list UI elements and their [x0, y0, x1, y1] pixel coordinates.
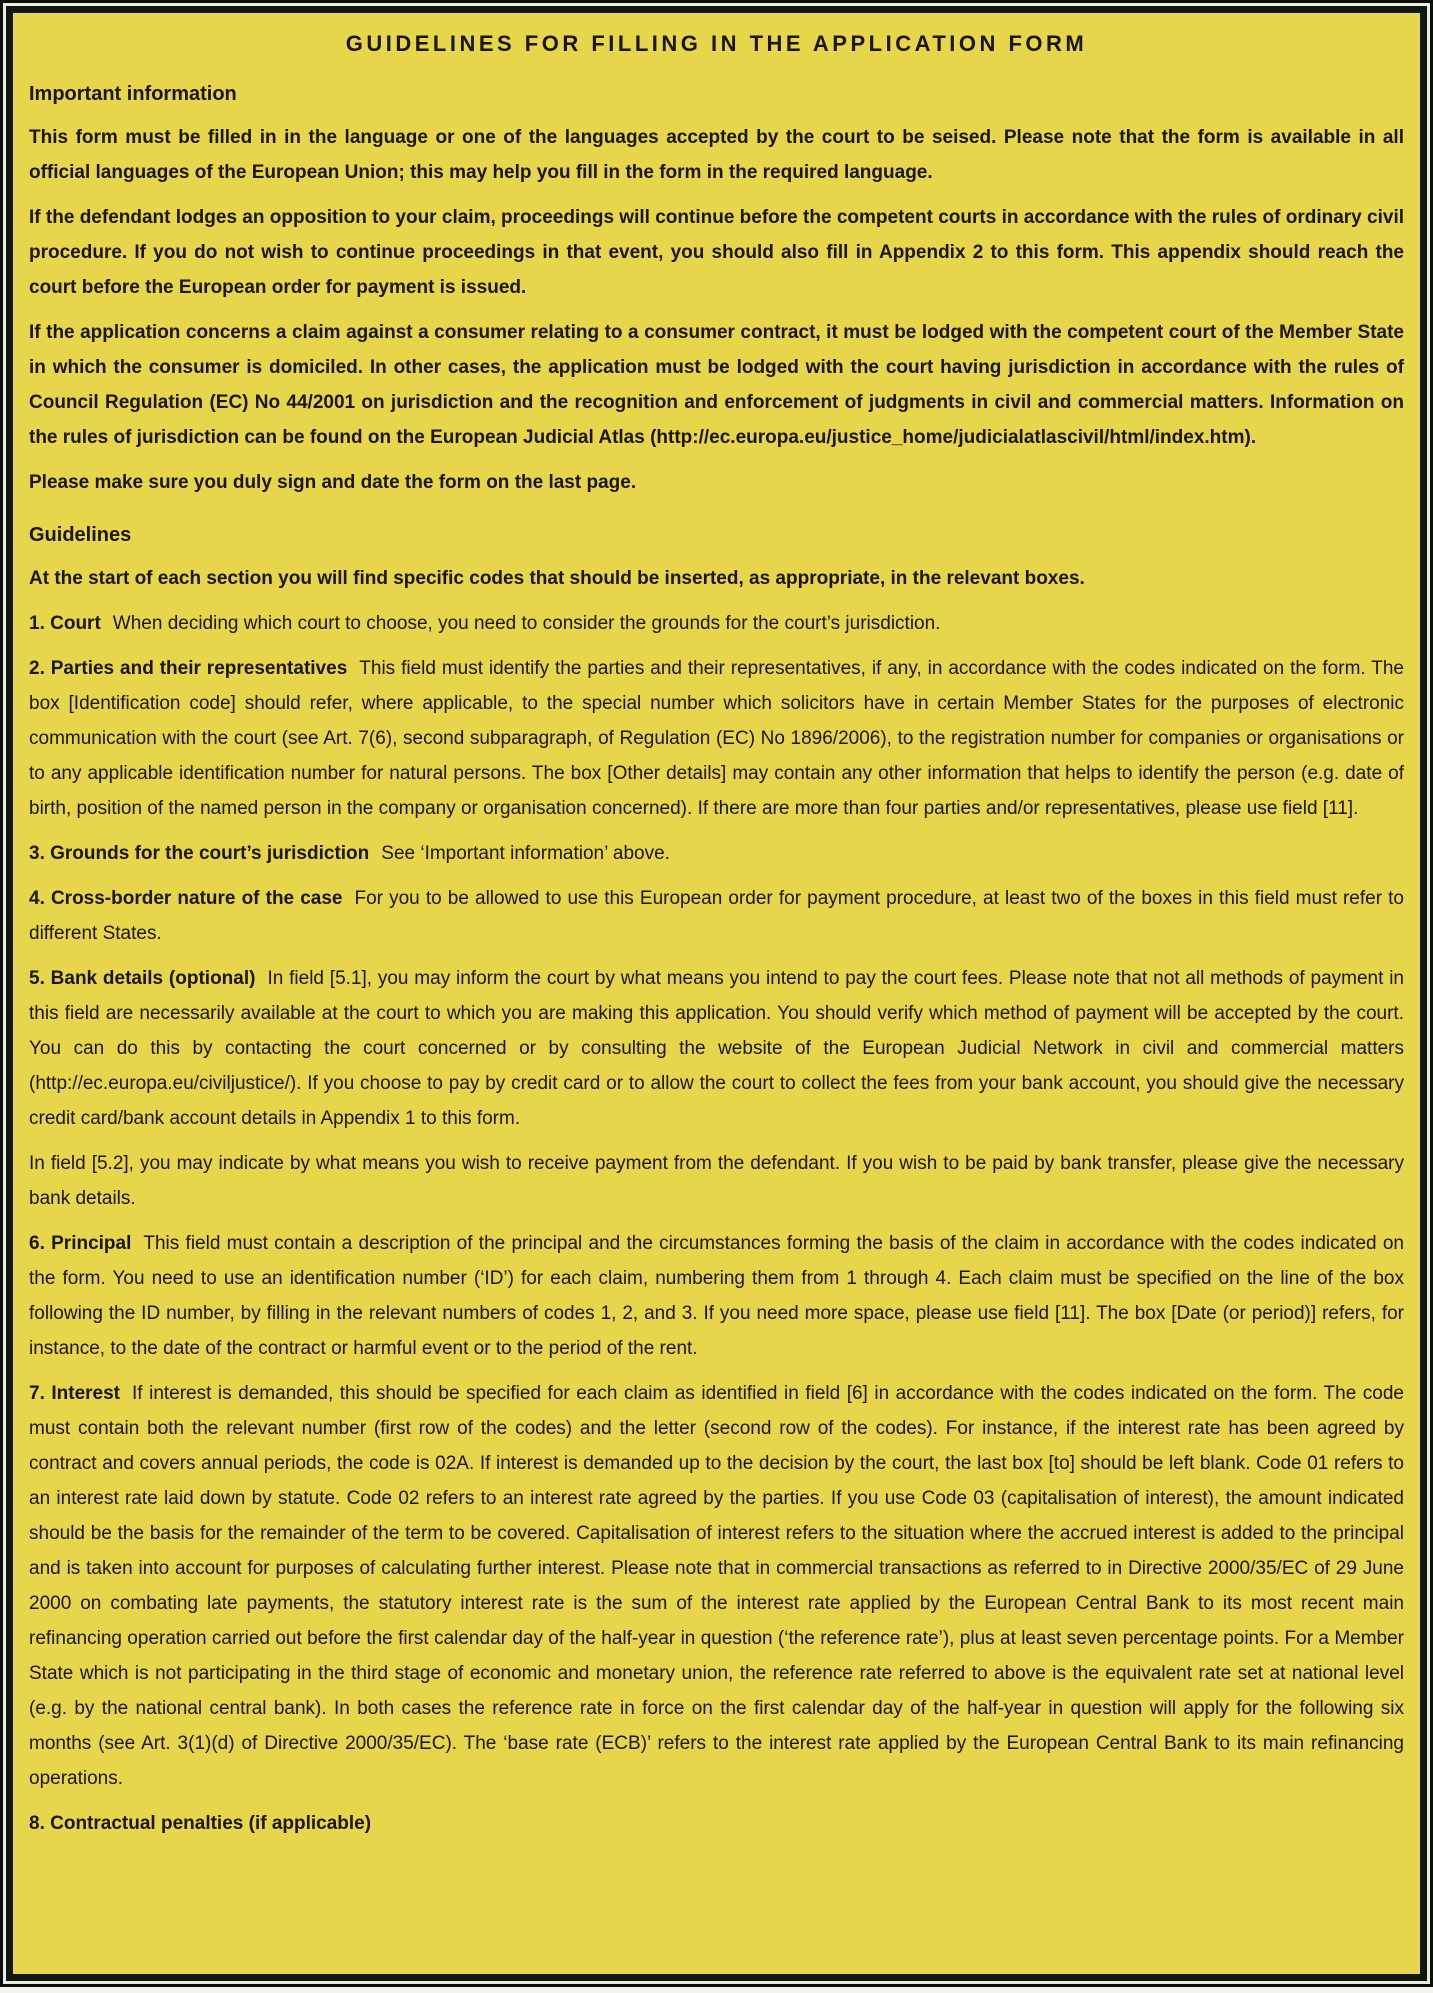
paragraph-defendant-opposition: If the defendant lodges an opposition to your claim, proceedings will continue before the competent courts in accordance with the rules of ordinary civil procedure. If you do not wish to continue proceedings in that event, you should also fill in Appendix 2 to this form. This appendix should reach the court before the European order for payment is issued. [29, 207, 1404, 298]
heading-guidelines: Guidelines [29, 524, 132, 546]
guidelines-page [6, 6, 1427, 1981]
paragraph-form-language: This form must be filled in in the language or one of the languages accepted by the court to be seised. Please note that the form is available in all official languages of the European Union; this may help you fill in the form in the required language. [29, 127, 1404, 183]
section-text-grounds: See ‘Important information’ above. [381, 843, 670, 864]
section-text-interest: If interest is demanded, this should be specified for each claim as identified in field [6] in accordance with the codes indicated on the form. The code must contain both the relevant number (first row of the codes) and the letter (second row of the codes). For instance, if the interest rate has been agreed by contract and covers annual periods, the code is 02A. If interest is demanded up to the decision by the court, the last box [to] should be left blank. Code 01 refers to an interest rate laid down by statute. Code 02 refers to an interest rate agreed by the parties. If you use Code 03 (capitalisation of interest), the amount indicated should be the basis for the remainder of the term to be covered. Capitalisation of interest refers to the situation where the accrued interest is added to the principal and is taken into account for purposes of calculating further interest. Please note that in commercial transactions as referred to in Directive 2000/35/EC of 29 June 2000 on combating late payments, the statutory interest rate is the sum of the interest rate applied by the European Central Bank to its most recent main refinancing operation carried out before the first calendar day of the half-year in question (‘the reference rate’), plus at least seven percentage points. For a Member State which is not participating in the third stage of economic and monetary union, the reference rate referred to above is the equivalent rate set at national level (e.g. by the national central bank). In both cases the reference rate in force on the first calendar day of the half-year in question will apply for the following six months (see Art. 3(1)(d) of Directive 2000/35/EC). The ‘base rate (ECB)’ refers to the interest rate applied by the European Central Bank to its main refinancing operations. [29, 1383, 1404, 1789]
section-label-contractual-penalties: 8. Contractual penalties (if applicable) [29, 1813, 372, 1834]
paragraph-court [29, 606, 1404, 641]
document-title: GUIDELINES FOR FILLING IN THE APPLICATION FORM [345, 31, 1088, 56]
section-text-cross-border: For you to be allowed to use this European order for payment procedure, at least two of the boxes in this field must refer to different States. [29, 888, 1404, 944]
section-label-bank-details: 5. Bank details (optional) [29, 968, 256, 989]
section-text-court: When deciding which court to choose, you need to consider the grounds for the court’s jurisdiction. [112, 613, 941, 634]
section-label-principal: 6. Principal [29, 1233, 132, 1254]
paragraph-parties [29, 651, 1404, 826]
paragraph-consumer-jurisdiction: If the application concerns a claim against a consumer relating to a consumer contract, it must be lodged with the competent court of the Member State in which the consumer is domiciled. In other cases, the application must be lodged with the court having jurisdiction in accordance with the rules of Council Regulation (EC) No 44/2001 on jurisdiction and the recognition and enforcement of judgments in civil and commercial matters. Information on the rules of jurisdiction can be found on the European Judicial Atlas (http://ec.europa.eu/justice_home/judicialatlascivil/html/index.htm). [29, 322, 1404, 448]
section-label-parties: 2. Parties and their representatives [29, 658, 348, 679]
section-text-parties: This field must identify the parties and their representatives, if any, in accordance with the codes indicated on the form. The box [Identification code] should refer, where applicable, to the special number which solicitors have in certain Member States for the purposes of electronic communication with the court (see Art. 7(6), second subparagraph, of Regulation (EC) No 1896/2006), to the registration number for companies or organisations or to any applicable identification number for natural persons. The box [Other details] may contain any other information that helps to identify the person (e.g. date of birth, position of the named person in the company or organisation concerned). If there are more than four parties and/or representatives, please use field [11]. [29, 658, 1404, 819]
paragraph-sign-and-date: Please make sure you duly sign and date the form on the last page. [29, 472, 637, 493]
section-text-bank-details: In field [5.1], you may inform the court by what means you intend to pay the court fees. Please note that not all methods of payment in this field are necessarily available at the court to which you are making this application. You should verify which method of payment will be accepted by the court. You can do this by contacting the court concerned or by consulting the website of the European Judicial Network in civil and commercial matters (http://ec.europa.eu/civiljustice/). If you choose to pay by credit card or to allow the court to collect the fees from your bank account, you should give the necessary credit card/bank account details in Appendix 1 to this form. [29, 968, 1404, 1129]
paragraph-principal [29, 1226, 1404, 1366]
section-label-court: 1. Court [29, 613, 101, 634]
paragraph-cross-border [29, 881, 1404, 951]
paragraph-grounds-jurisdiction [29, 836, 1404, 871]
section-label-grounds: 3. Grounds for the court’s jurisdiction [29, 843, 370, 864]
paragraph-field-5-2: In field [5.2], you may indicate by what means you wish to receive payment from the defendant. If you wish to be paid by bank transfer, please give the necessary bank details. [29, 1153, 1404, 1209]
paragraph-codes-intro: At the start of each section you will find specific codes that should be inserted, as appropriate, in the relevant boxes. [29, 568, 1085, 589]
paragraph-bank-details [29, 961, 1404, 1136]
section-label-interest: 7. Interest [29, 1383, 121, 1404]
paragraph-interest [29, 1376, 1404, 1796]
paragraph-contractual-penalties [29, 1806, 1404, 1841]
section-text-principal: This field must contain a description of the principal and the circumstances forming the basis of the claim in accordance with the codes indicated on the form. You need to use an identification number (‘ID’) for each claim, numbering them from 1 through 4. Each claim must be specified on the line of the box following the ID number, by filling in the relevant numbers of codes 1, 2, and 3. If you need more space, please use field [11]. The box [Date (or period)] refers, for instance, to the date of the contract or harmful event or to the period of the rent. [29, 1233, 1404, 1359]
heading-important-information: Important information [29, 83, 237, 105]
section-label-cross-border: 4. Cross-border nature of the case [29, 888, 343, 909]
